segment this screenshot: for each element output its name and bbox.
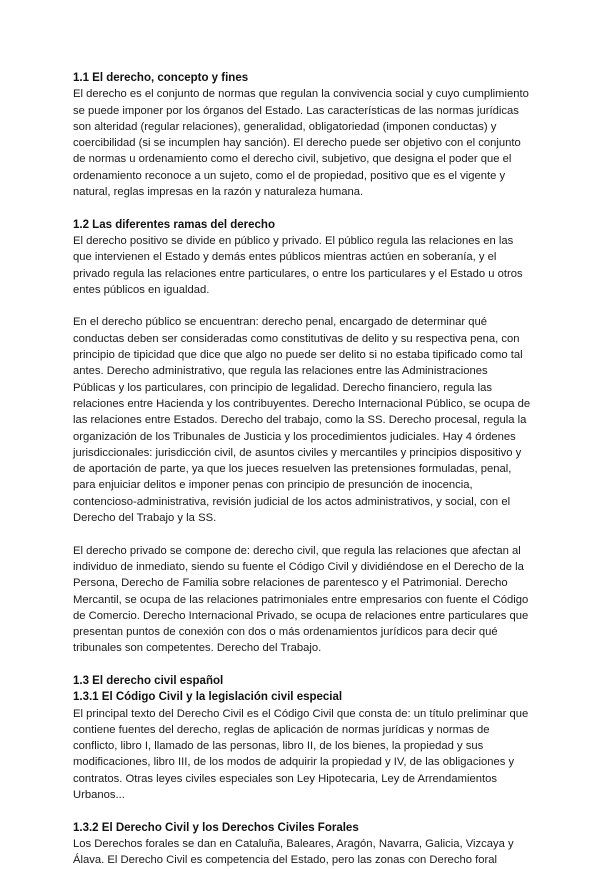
section-heading-1-2: 1.2 Las diferentes ramas del derecho — [73, 218, 275, 231]
paragraph-derecho-publico: En el derecho público se encuentran: derecho penal, encargado de determinar qué conductas deben ser consideradas como constitutivas de delito y su respectiva pena, con principio de tipicidad que dice que algo no puede ser delito si no estaba tipificado como tal antes. Derecho administrativo, que regula las relaciones entre las Administraciones Públicas y los particulares, con principio de legalidad. Derecho financiero, regula las relaciones entre Hacienda y los contribuyentes. Derecho Internacional Público, se ocupa de las relaciones entre Estados. Derecho del trabajo, como la SS. Derecho procesal, regula la organización de los Tribunales de Justicia y los procedimientos judiciales. Hay 4 órdenes jurisdiccionales: jurisdicción civil, de asuntos civiles y mercantiles y principios dispositivo y de aportación de parte, ya que los jueces resuelven las pretensiones formuladas, penal, para enjuiciar delitos e imponer penas con principio de presunción de inocencia, contencioso-administrativa, revisión judicial de los actos administrativos, y social, con el Derecho del Trabajo y la SS. — [73, 316, 531, 525]
spacer — [73, 803, 532, 819]
spacer — [73, 657, 532, 673]
section-heading-1-1: 1.1 El derecho, concepto y fines — [73, 72, 249, 84]
spacer — [73, 200, 532, 216]
spacer — [73, 526, 532, 542]
section-heading-1-3: 1.3 El derecho civil español — [73, 674, 224, 687]
section-heading-1-3-2: 1.3.2 El Derecho Civil y los Derechos Civiles Forales — [73, 821, 359, 834]
paragraph-derecho-privado: El derecho privado se compone de: derecho civil, que regula las relaciones que afectan al individuo de inmediato, siendo su fuente el Código Civil y dividiéndose en el Derecho de la Persona, Derecho de Familia sobre relaciones de parentesco y el Patrimonial. Derecho Mercantil, se ocupa de las relaciones patrimoniales entre empresarios con fuente el Código de Comercio. Derecho Internacional Privado, se ocupa de relaciones entre particulares que presentan puntos de conexión con dos o más ordenamientos jurídicos para decir qué tribunales son competentes. Derecho del Trabajo. — [73, 544, 529, 655]
paragraph-derecho-positivo: El derecho positivo se divide en público y privado. El público regula las relaciones en las que intervienen el Estado y demás entes públicos mientras actúen en soberanía, y el privado regula las relaciones entre particulares, o entre los particulares y el Estado u otros entes públicos en igualdad. — [73, 234, 523, 296]
paragraph-codigo-civil: El principal texto del Derecho Civil es el Código Civil que consta de: un título preliminar que contiene fuentes del derecho, reglas de aplicación de normas jurídicas y normas de conflicto, libro I, llamado de las personas, libro II, de los bienes, la propiedad y sus modificaciones, libro III, de los modos de adquirir la propiedad y IV, de las obligaciones y contratos. Otras leyes civiles especiales son Ley Hipotecaria, Ley de Arrendamientos Urbanos... — [73, 707, 529, 802]
section-heading-1-3-1: 1.3.1 El Código Civil y la legislación civil especial — [73, 691, 343, 704]
paragraph-derecho-concepto: El derecho es el conjunto de normas que regulan la convivencia social y cuyo cumplimiento se puede imponer por los órganos del Estado. Las características de las normas jurídicas son alteridad (regular relaciones), generalidad, obligatoriedad (imponen conductas) y coercibilidad (si se incumplen hay sanción). El derecho puede ser objetivo con el conjunto de normas u ordenamiento como el derecho civil, subjetivo, que designa el poder que el ordenamiento reconoce a un sujeto, como el de propiedad, positivo que es el vigente y natural, reglas impresas en la razón y naturaleza humana. — [73, 88, 529, 199]
spacer — [73, 298, 532, 314]
paragraph-derechos-forales: Los Derechos forales se dan en Cataluña, Baleares, Aragón, Navarra, Galicia, Vizcaya y Álava. El Derecho Civil es competencia del Estado, pero las zonas con Derecho foral — [73, 837, 514, 867]
